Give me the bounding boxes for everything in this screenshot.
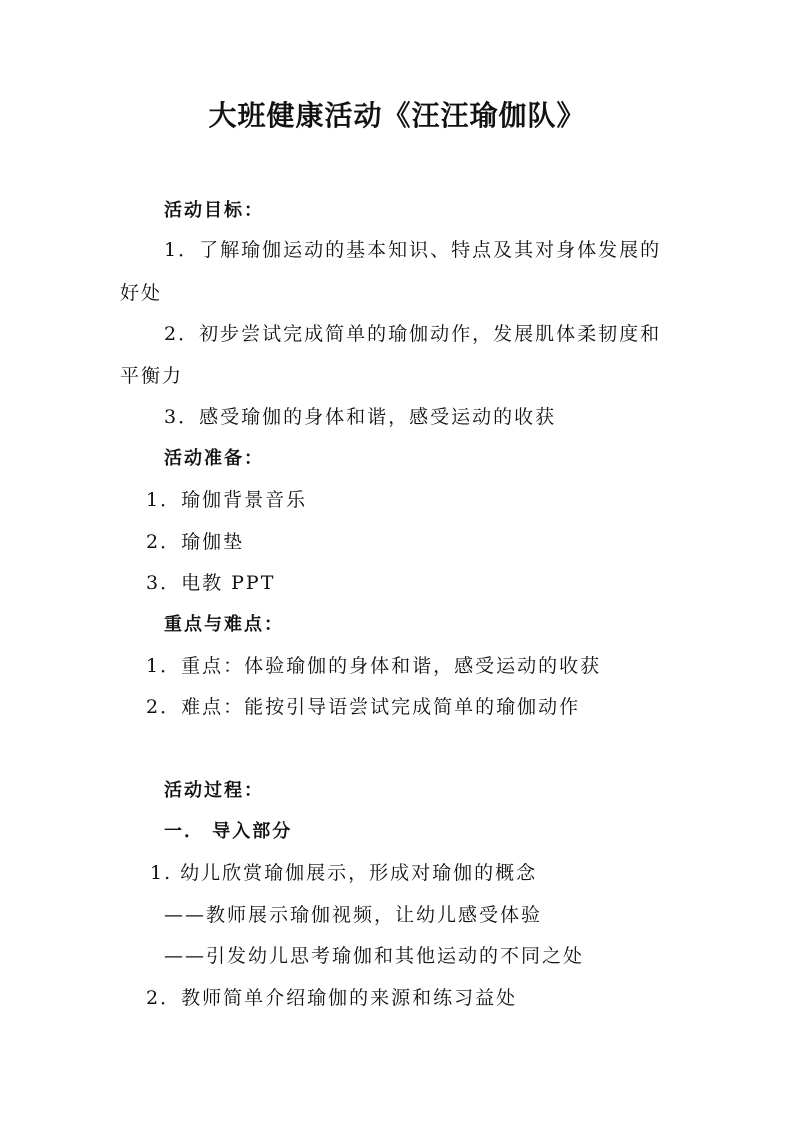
goal-item-2-line-2: 平衡力 [120,365,184,387]
process-section-1: 一． 导入部分 [164,821,293,842]
goal-item-2-line-1: 2．初步尝试完成简单的瑜伽动作，发展肌体柔韧度和 [164,323,662,345]
process-item-1: 1. 幼儿欣赏瑜伽展示，形成对瑜伽的概念 [150,862,538,884]
process-dash-item: ——引发幼儿思考瑜伽和其他运动的不同之处 [164,945,585,967]
goal-item-1-line-2: 好处 [120,282,163,304]
key-point-item: 2．难点：能按引导语尝试完成简单的瑜伽动作 [146,696,581,718]
key-point-item: 1．重点：体验瑜伽的身体和谐，感受运动的收获 [146,655,602,677]
process-dash-item: ——教师展示瑜伽视频，让幼儿感受体验 [164,904,543,926]
preparation-heading: 活动准备： [164,448,264,469]
preparation-item: 3．电教 PPT [146,572,276,594]
goals-heading: 活动目标： [164,200,264,221]
process-heading: 活动过程： [164,780,264,801]
document-title: 大班健康活动《汪汪瑜伽队》 [208,99,586,132]
process-item-2: 2．教师简单介绍瑜伽的来源和练习益处 [146,987,518,1009]
preparation-item: 1．瑜伽背景音乐 [146,489,308,511]
goal-item-1-line-1: 1．了解瑜伽运动的基本知识、特点及其对身体发展的 [164,239,662,261]
goal-item-3: 3．感受瑜伽的身体和谐，感受运动的收获 [164,406,557,428]
preparation-item: 2．瑜伽垫 [146,531,245,553]
key-points-heading: 重点与难点： [164,614,284,635]
